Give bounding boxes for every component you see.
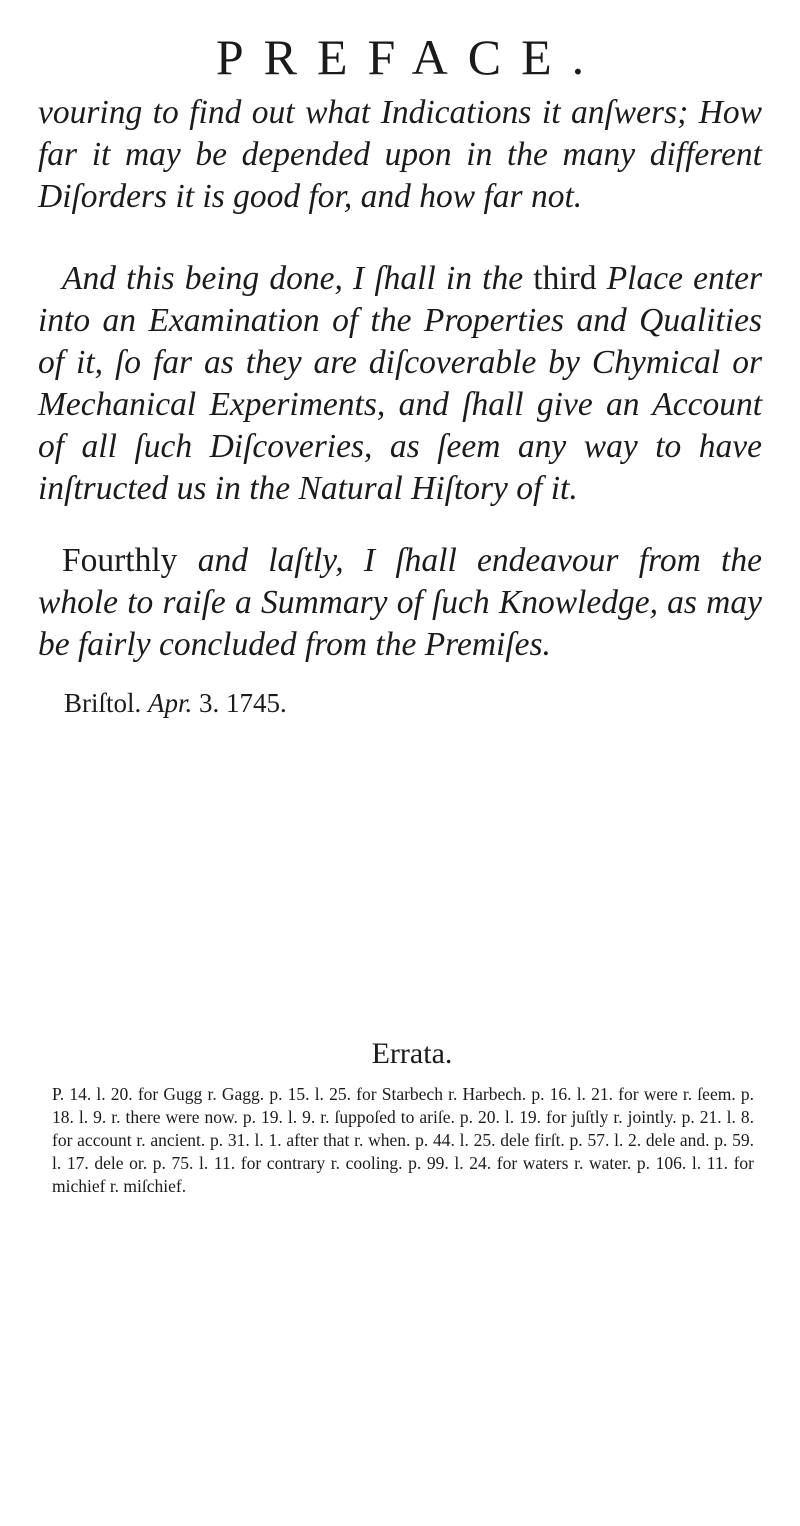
errata-text: P. 14. l. 20. for Gugg r. Gagg. p. 15. l. 25. for Starbech r. Harbech. p. 16. l. 21. for were r. ſeem. p. 18. l. 9. r. there were now. p. 19. l. 9. r. ſuppoſed to ariſe. p. 20. l. 19. for juſtly r. jointly. p. 21. l. 8. for account r. ancient. p. 31. l. 1. after that r. when. p. 44. l. 25. dele firſt. p. 57. l. 2. dele and. p. 59. l. 17. dele or. p. 75. l. 11. for contrary r. cooling. p. 99. l. 24. for waters r. water. p. 106. l. 11. for michief r. miſchief. — [52, 1084, 754, 1196]
dateline-date: 3. 1745. — [199, 688, 287, 718]
dateline-month: Apr. — [148, 688, 193, 718]
paragraph-fourthly — [38, 540, 762, 666]
paragraph-fourthly-text: and laſtly, I ſhall endeavour from the whole to raiſe a Summary of ſuch Knowledge, as may be fairly concluded from the Premiſes. — [38, 542, 762, 663]
paragraph-fourthly-roman-word: Fourthly — [62, 542, 178, 579]
dateline-place: Briſtol. — [64, 688, 142, 718]
page-heading: PREFACE. — [215, 29, 605, 85]
errata-title: Errata. — [371, 1037, 453, 1070]
dateline — [38, 688, 762, 719]
paragraph-third-place-text-a: And this being done, I ſhall in the — [62, 260, 534, 297]
paragraph-continuation: vouring to find out what Indications it anſwers; How far it may be depended upon in the many different Diſorders it is good for, and how far not. — [38, 94, 762, 215]
paragraph-third-place — [38, 258, 762, 510]
paragraph-third-place-roman-word: third — [533, 260, 597, 297]
paragraph-third-place-text-b: Place enter into an Examination of the Properties and Qualities of it, ſo far as they are diſcoverable by Chymical or Mechanical Experiments, and ſhall give an Account of all ſuch Diſcoveries, as ſeem any way to have inſtructed us in the Natural Hiſtory of it. — [38, 260, 762, 507]
